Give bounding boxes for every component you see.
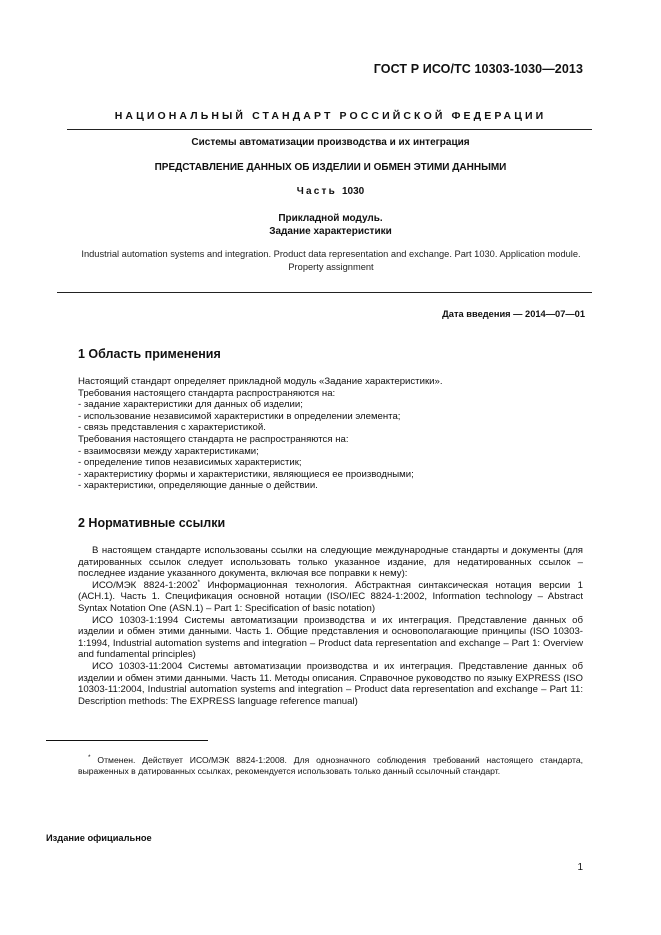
footnote-text: Отменен. Действует ИСО/МЭК 8824-1:2008. Для однозначного соблюдения требований настоящего стандарта, выраженных в датированных ссылках, рекомендуется использовать только данный ссылочный стандарт. [78, 755, 583, 777]
footnote-marker: * [197, 578, 201, 586]
subject-title: Системы автоматизации производства и их интеграция [191, 137, 470, 148]
scope-line: - связь представления с характеристикой. [78, 422, 266, 434]
scope-line: - использование независимой характеристики в определении элемента; [78, 410, 401, 422]
scope-line: Настоящий стандарт определяет прикладной модуль «Задание характеристики». [78, 376, 443, 387]
introduction-date: Дата введения — 2014—07—01 [442, 309, 585, 319]
title-divider [57, 292, 592, 293]
section-2-heading: 2 Нормативные ссылки [78, 516, 226, 530]
reference-text: Информационная технология. Абстрактная синтаксическая нотация версии 1 (АСН.1). Часть 1. Спецификация основной нотации (ISO/IEC 8824-1:2002, Information technology – Abstract Syntax Notation One (ASN.1) – Part 1: Specification of basic notation) [78, 579, 583, 614]
reference-code: ИСО/МЭК 8824-1:2002 [92, 579, 198, 591]
official-edition-label: Издание официальное [46, 833, 152, 843]
section-1-heading: 1 Область применения [78, 347, 221, 361]
standard-title: НАЦИОНАЛЬНЫЙ СТАНДАРТ РОССИЙСКОЙ ФЕДЕРАЦИИ [114, 110, 547, 122]
main-title: ПРЕДСТАВЛЕНИЕ ДАННЫХ ОБ ИЗДЕЛИИ И ОБМЕН ЭТИМИ ДАННЫМИ [154, 162, 507, 173]
header-divider [67, 129, 592, 130]
section-1-body [78, 376, 583, 492]
footnote-divider [46, 740, 208, 741]
scope-line: - задание характеристики для данных об изделии; [78, 399, 303, 411]
scope-line: Требования настоящего стандарта не распространяются на: [78, 433, 349, 445]
part-label: Часть [296, 186, 337, 197]
footnote-marker: * [88, 754, 91, 762]
reference-item: ИСО 10303-11:2004 Системы автоматизации производства и их интеграция. Представление данных об изделии и обмен этими данными. Часть 11. Методы описания. Справочное руководство по языку EXPRESS (ISO 10303-11:2004, Industrial automation systems and integration – Product data representation and exchange – Part 11: Description methods: The EXPRESS language reference manual) [78, 660, 583, 707]
part-number: 1030 [341, 186, 365, 197]
scope-line: - характеристики, определяющие данные о действии. [78, 480, 318, 492]
section-2-body [78, 545, 583, 707]
module-title [0, 212, 661, 238]
module-title-line1: Прикладной модуль. [278, 213, 383, 224]
scope-line: - характеристику формы и характеристики, являющиеся ее производными; [78, 468, 414, 480]
reference-item [78, 580, 583, 615]
references-intro: В настоящем стандарте использованы ссылки на следующие международные стандарты и документы (для датированных ссылок следует использовать только указанное издание, для недатированных ссылок – последнее издание указанного документа, включая все поправки к нему): [78, 545, 583, 580]
module-title-line2: Задание характеристики [269, 226, 392, 237]
part-heading [0, 186, 661, 197]
scope-line: - определение типов независимых характеристик; [78, 457, 302, 469]
english-title: Industrial automation systems and integration. Product data representation and exchange. Part 1030. Application module. Property assignment [81, 249, 581, 272]
scope-line: - взаимосвязи между характеристиками; [78, 445, 259, 457]
scope-line: Требования настоящего стандарта распространяются на: [78, 387, 336, 399]
document-code: ГОСТ Р ИСО/ТС 10303-1030—2013 [373, 62, 583, 76]
reference-item: ИСО 10303-1:1994 Системы автоматизации производства и их интеграция. Представление данных об изделии и обмен этими данными. Часть 1. Общие представления и основополагающие принципы (ISO 10303-1:1994, Industrial automation systems and integration – Product data representation and exchange – Part 1: Overview and fundamental principles) [78, 614, 583, 661]
footnote [78, 755, 583, 778]
page-number: 1 [577, 862, 583, 873]
